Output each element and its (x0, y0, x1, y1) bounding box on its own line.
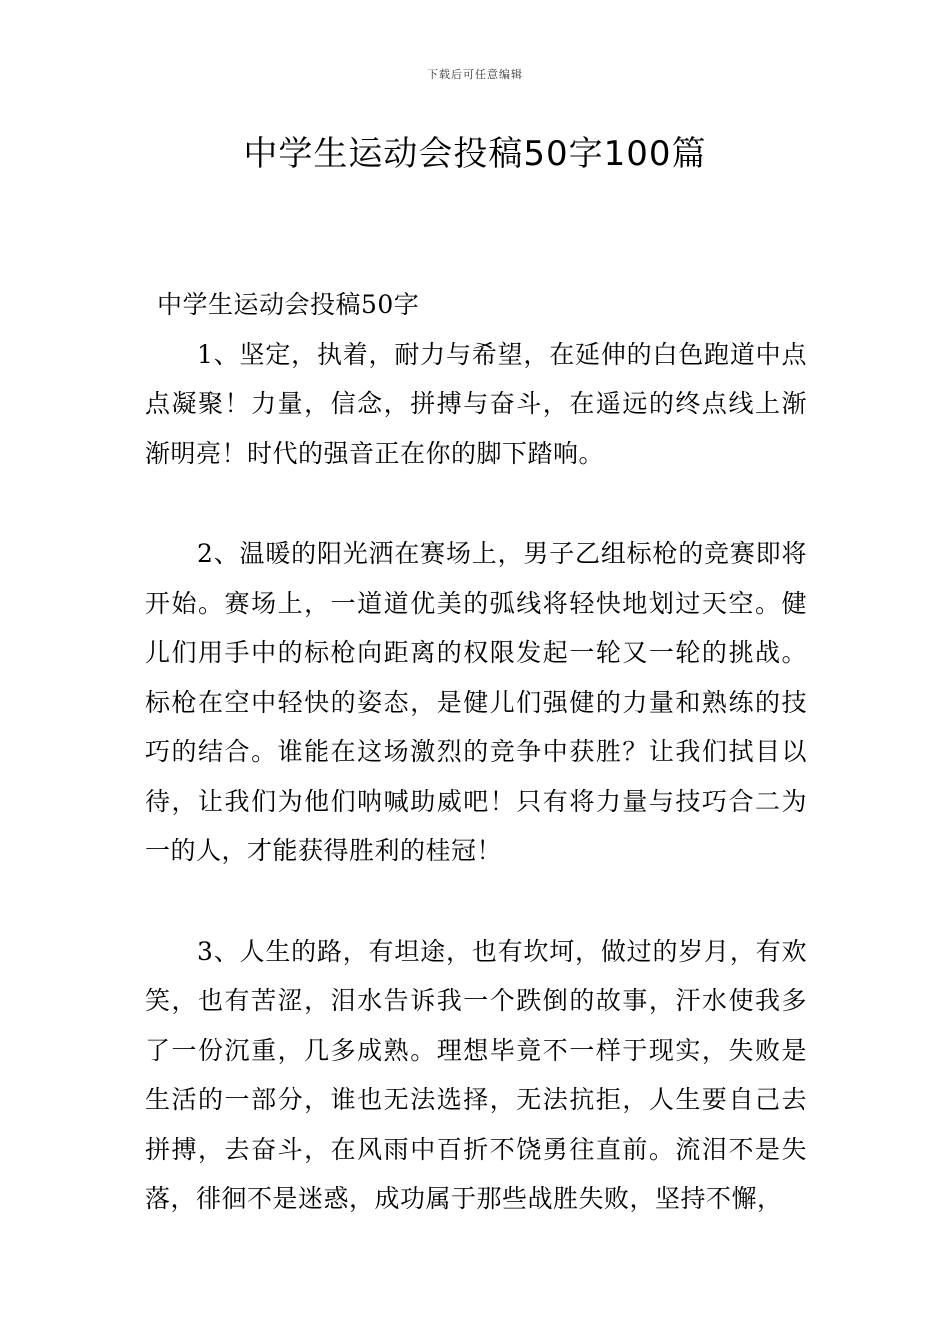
paragraph-2: 2、温暖的阳光洒在赛场上，男子乙组标枪的竞赛即将开始。赛场上，一道道优美的弧线将轻快地划过天空。健儿们用手中的标枪向距离的权限发起一轮又一轮的挑战。标枪在空中轻快的姿态，是健儿们强健的力量和熟练的技巧的结合。谁能在这场激烈的竞争中获胜？让我们拭目以待，让我们为他们呐喊助威吧！只有将力量与技巧合二为一的人，才能获得胜利的桂冠！ (145, 539, 807, 865)
document-title: 中学生运动会投稿50字100篇 (243, 134, 707, 174)
paragraph-3: 3、人生的路，有坦途，也有坎坷，做过的岁月，有欢笑，也有苦涩，泪水告诉我一个跌倒的故事，汗水使我多了一份沉重，几多成熟。理想毕竟不一样于现实，失败是生活的一部分，谁也无法选择，无法抗拒，人生要自己去拼搏，去奋斗，在风雨中百折不饶勇往直前。流泪不是失落，徘徊不是迷惑，成功属于那些战胜失败，坚持不懈， (145, 936, 807, 1213)
document-body (145, 280, 807, 1224)
paragraph-1: 1、坚定，执着，耐力与希望，在延伸的白色跑道中点点凝聚！力量，信念，拼搏与奋斗，在遥远的终点线上渐渐明亮！时代的强音正在你的脚下踏响。 (145, 339, 807, 468)
header-note: 下载后可任意编辑 (427, 68, 523, 81)
paragraph-spacer (145, 876, 807, 927)
paragraph-spacer (145, 478, 807, 529)
section-heading: 中学生运动会投稿50字 (157, 290, 420, 319)
